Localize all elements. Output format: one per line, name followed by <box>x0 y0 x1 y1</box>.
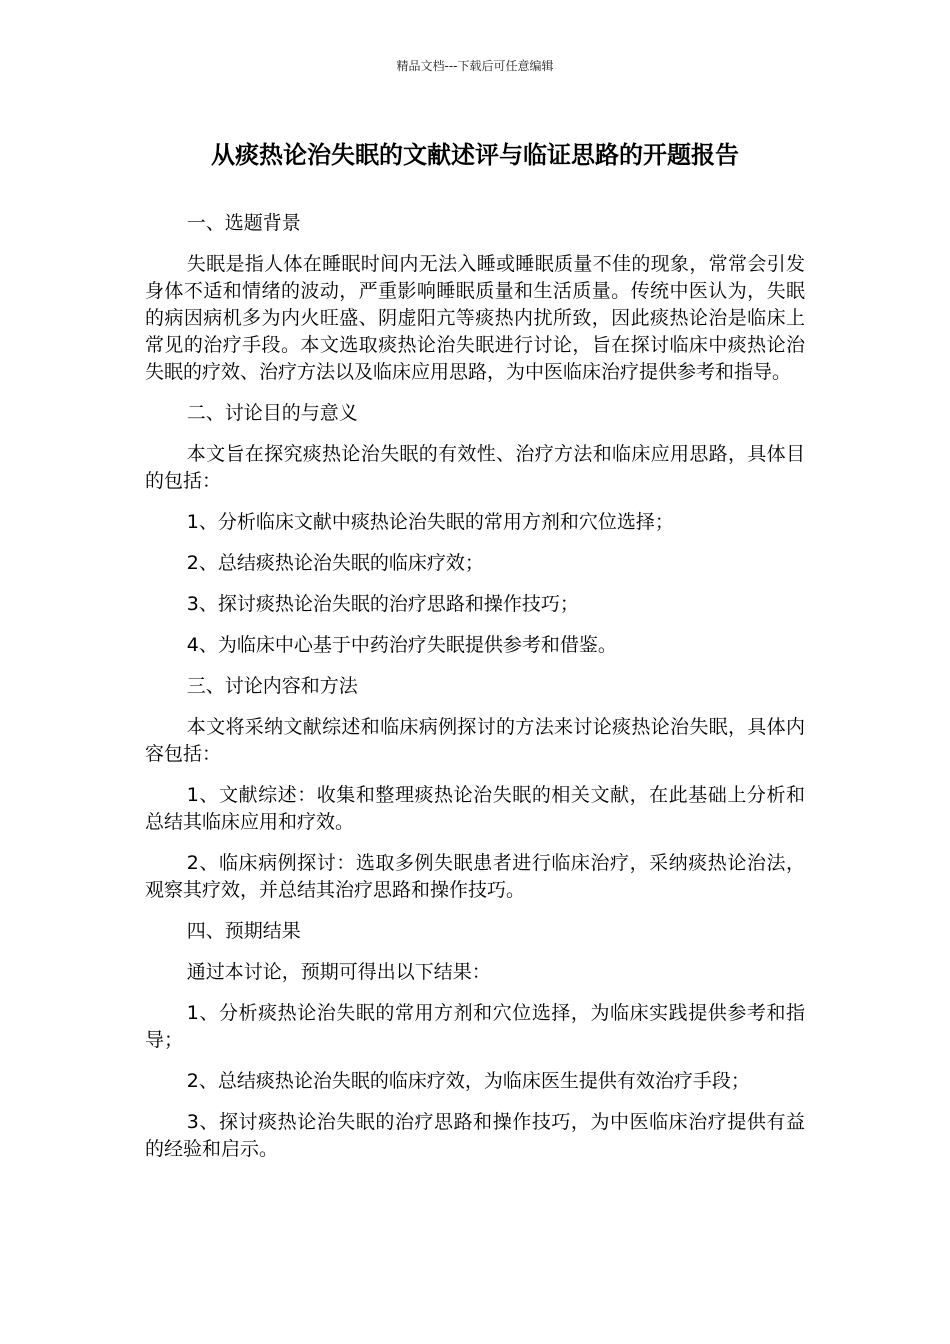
paragraph-purpose-intro: 本文旨在探究痰热论治失眠的有效性、治疗方法和临床应用思路，具体目的包括： <box>145 443 805 492</box>
list-item-results-3: 3、探讨痰热论治失眠的治疗思路和操作技巧，为中医临床治疗提供有益的经验和启示。 <box>145 1111 805 1160</box>
paragraph-results-intro: 通过本讨论，预期可得出以下结果： <box>186 961 491 983</box>
document-title: 从痰热论治失眠的文献述评与临证思路的开题报告 <box>211 141 739 169</box>
section-heading-methods: 三、讨论内容和方法 <box>186 675 358 697</box>
header-note: 精品文档---下载后可任意编辑 <box>396 59 554 73</box>
list-item-methods-2: 2、临床病例探讨：选取多例失眠患者进行临床治疗，采纳痰热论治法，观察其疗效，并总结其治疗思路和操作技巧。 <box>145 852 805 901</box>
list-item-purpose-2: 2、总结痰热论治失眠的临床疗效； <box>186 552 484 574</box>
paragraph-background: 失眠是指人体在睡眠时间内无法入睡或睡眠质量不佳的现象，常常会引发身体不适和情绪的波动，严重影响睡眠质量和生活质量。传统中医认为，失眠的病因病机多为内火旺盛、阴虚阳亢等痰热内扰所致，因此痰热论治是临床上常见的治疗手段。本文选取痰热论治失眠进行讨论，旨在探讨临床中痰热论治失眠的疗效、治疗方法以及临床应用思路，为中医临床治疗提供参考和指导。 <box>145 253 805 383</box>
list-item-purpose-4: 4、为临床中心基于中药治疗失眠提供参考和借鉴。 <box>186 634 617 656</box>
list-item-results-1: 1、分析痰热论治失眠的常用方剂和穴位选择，为临床实践提供参考和指导； <box>145 1002 805 1051</box>
section-heading-purpose: 二、讨论目的与意义 <box>186 402 358 424</box>
list-item-purpose-1: 1、分析临床文献中痰热论治失眠的常用方剂和穴位选择； <box>186 511 674 533</box>
list-item-results-2: 2、总结痰热论治失眠的临床疗效，为临床医生提供有效治疗手段； <box>186 1070 750 1092</box>
section-heading-results: 四、预期结果 <box>186 920 301 942</box>
document-body <box>145 210 805 1177</box>
paragraph-methods-intro: 本文将采纳文献综述和临床病例探讨的方法来讨论痰热论治失眠，具体内容包括： <box>145 716 805 765</box>
list-item-purpose-3: 3、探讨痰热论治失眠的治疗思路和操作技巧； <box>186 593 579 615</box>
list-item-methods-1: 1、文献综述：收集和整理痰热论治失眠的相关文献，在此基础上分析和总结其临床应用和疗效。 <box>145 784 805 833</box>
section-heading-background: 一、选题背景 <box>186 212 301 234</box>
